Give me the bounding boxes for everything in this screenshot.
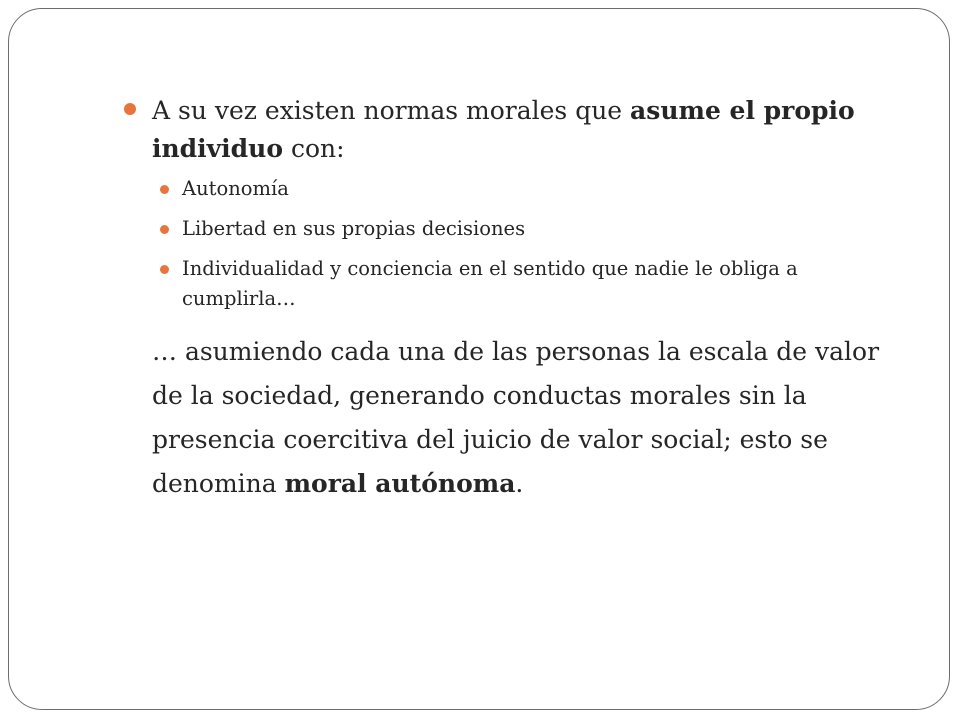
paragraph-text-end: . <box>515 469 524 498</box>
sub-bullet-list <box>124 174 904 314</box>
sub-bullet-dot-icon <box>160 225 169 234</box>
main-bullet-bold: asume el propio individuo <box>152 96 855 163</box>
list-item <box>124 174 904 204</box>
paragraph-text: … asumiendo cada una de las personas la escala de valor de la sociedad, generando conductas morales sin la presencia coercitiva del juicio de valor social; esto se denomina <box>152 337 880 498</box>
bullet-dot-icon <box>124 103 136 115</box>
main-bullet-text-end: con: <box>283 134 345 163</box>
sub-bullet-text: Individualidad y conciencia en el sentido que nadie le obliga a cumplirla… <box>182 257 798 310</box>
paragraph-bold: moral autónoma <box>284 469 516 498</box>
slide-content <box>124 92 904 506</box>
sub-bullet-dot-icon <box>160 265 169 274</box>
main-bullet-text: A su vez existen normas morales que <box>152 96 631 125</box>
sub-bullet-dot-icon <box>160 185 169 194</box>
conclusion-paragraph <box>124 330 904 506</box>
sub-bullet-text: Libertad en sus propias decisiones <box>182 217 526 240</box>
list-item <box>124 254 904 314</box>
main-bullet <box>124 92 904 168</box>
sub-bullet-text: Autonomía <box>182 177 289 200</box>
list-item <box>124 214 904 244</box>
